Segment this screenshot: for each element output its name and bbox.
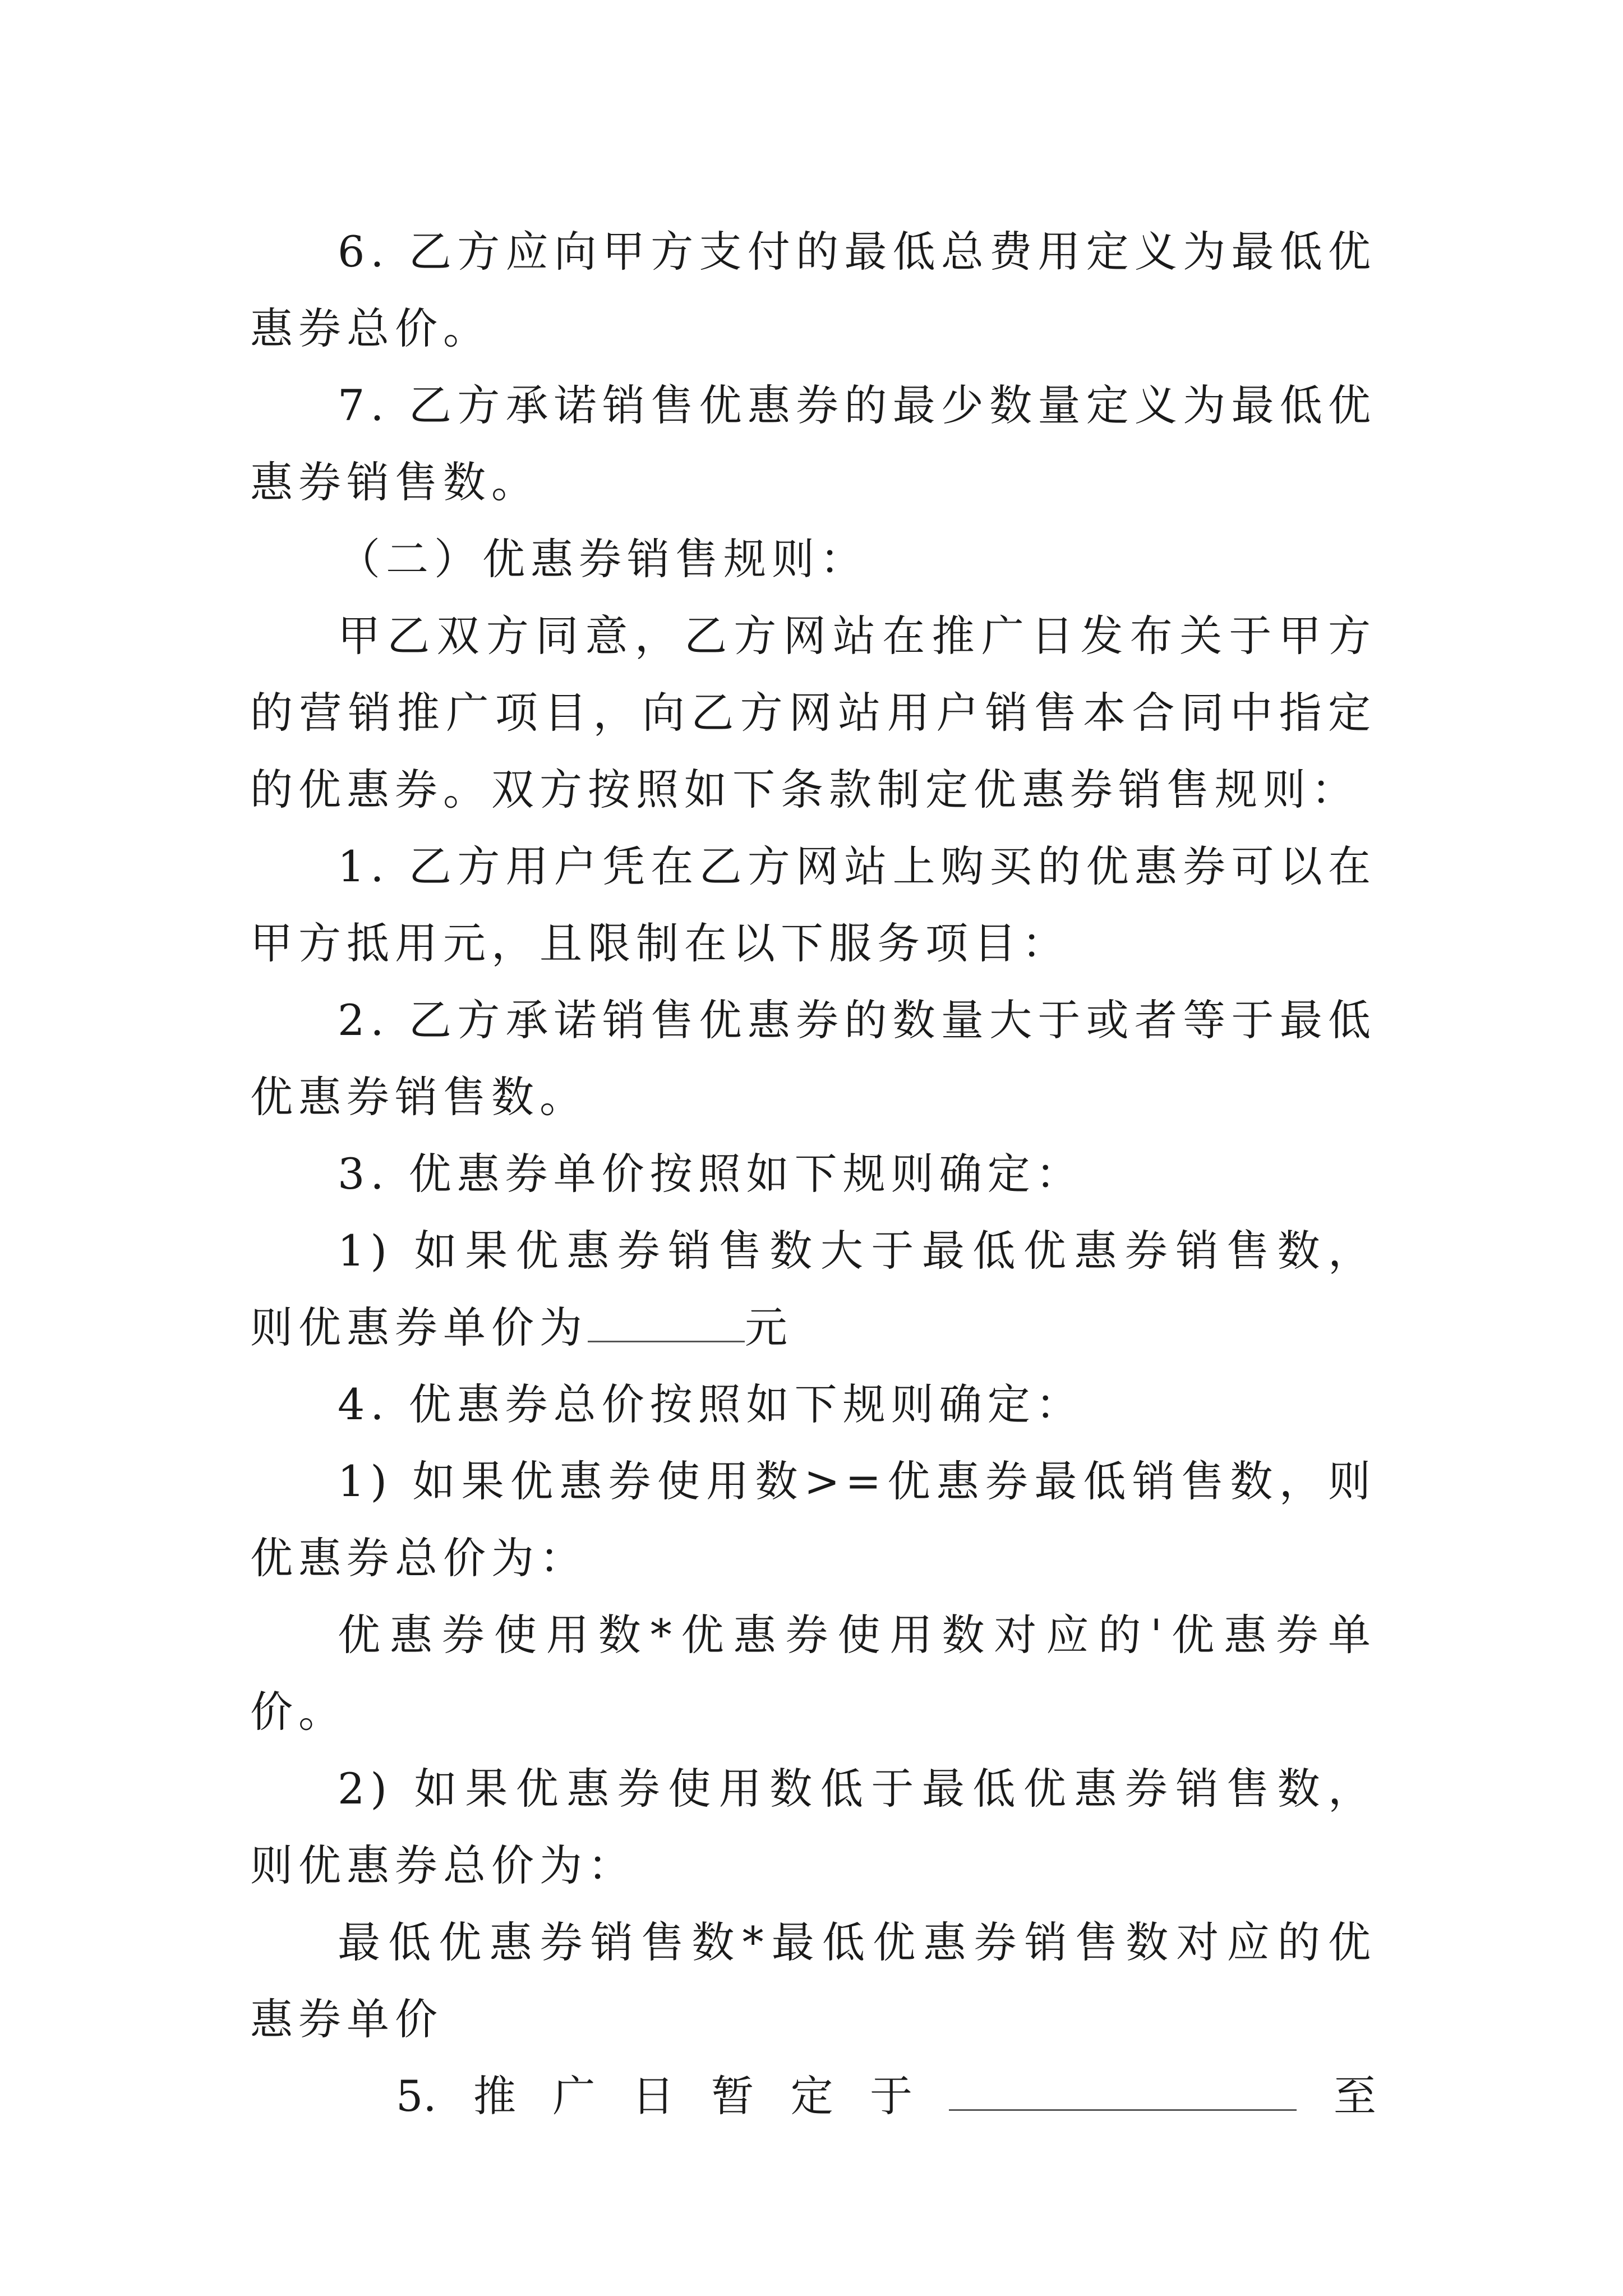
clause-5-char: 广	[552, 2071, 596, 2121]
rule-4: 4. 优惠券总价按照如下规则确定：	[338, 1379, 1084, 1429]
clause-5-char: 暂	[711, 2071, 754, 2121]
rule-2: 2. 乙方承诺销售优惠券的数量大于或者等于最低优惠券销售数。	[250, 995, 1376, 1122]
promotion-date-blank	[949, 2072, 1297, 2111]
clause-5-number: 5.	[396, 2071, 437, 2121]
unit-price-blank	[588, 1304, 745, 1342]
rules-intro: 甲乙双方同意，乙方网站在推广日发布关于甲方的营销推广项目，向乙方网站用户销售本合同中指定的优惠券。双方按照如下条款制定优惠券销售规则：	[250, 611, 1376, 815]
clause-5-end: 至	[1333, 2071, 1376, 2121]
clause-5-line	[250, 2058, 1376, 2134]
rule-1: 1. 乙方用户凭在乙方网站上购买的优惠券可以在甲方抵用元，且限制在以下服务项目：	[250, 841, 1376, 968]
clause-6: 6. 乙方应向甲方支付的最低总费用定义为最低优惠券总价。	[250, 227, 1376, 353]
rule-4-sub-1-formula: 优惠券使用数*优惠券使用数对应的'优惠券单价。	[250, 1610, 1376, 1737]
clause-5-char: 定	[790, 2071, 833, 2121]
clause-7: 7. 乙方承诺销售优惠券的最少数量定义为最低优惠券销售数。	[250, 380, 1376, 507]
clause-5-char: 于	[870, 2071, 913, 2121]
rule-3-sub-1	[250, 1212, 1376, 1366]
clause-5-char: 日	[631, 2071, 675, 2121]
section-heading-coupon-rules: （二）优惠券销售规则：	[338, 534, 868, 584]
rule-3: 3. 优惠券单价按照如下规则确定：	[338, 1149, 1084, 1199]
rule-3-sub-1-text: 1) 如果优惠券销售数大于最低优惠券销售数，则优惠券单价为	[250, 1226, 1376, 1352]
rule-4-sub-2: 2) 如果优惠券使用数低于最低优惠券销售数，则优惠券总价为：	[250, 1764, 1376, 1890]
rule-4-sub-1: 1) 如果优惠券使用数>=优惠券最低销售数，则优惠券总价为：	[250, 1456, 1376, 1583]
document-body	[250, 213, 1376, 2134]
rule-4-sub-2-formula: 最低优惠券销售数*最低优惠券销售数对应的优惠券单价	[250, 1917, 1376, 2044]
clause-5-char: 推	[473, 2071, 516, 2121]
unit-price-suffix: 元	[745, 1303, 793, 1352]
